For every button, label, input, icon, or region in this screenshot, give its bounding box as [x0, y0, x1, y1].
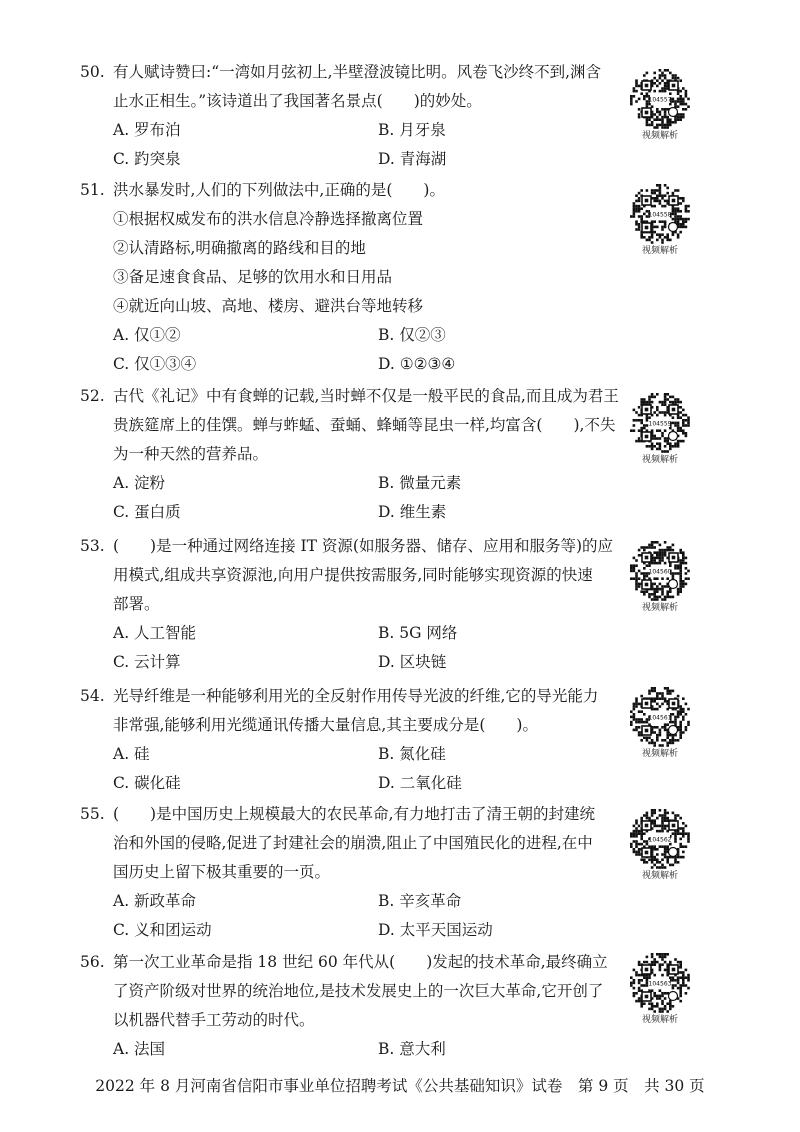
option-a: A. 仅①②: [113, 326, 181, 344]
stem-line: 有人赋诗赞曰:“一湾如月弦初上,半壁澄波镜比明。风卷飞沙终不到,渊含: [113, 63, 602, 81]
options: [80, 619, 620, 677]
question-number: 51.: [80, 181, 105, 199]
option-a: A. 罗布泊: [113, 121, 181, 139]
stem-line: ②认清路标,明确撤离的路线和目的地: [113, 239, 366, 257]
question-55: [80, 800, 620, 945]
question-52: [80, 382, 620, 527]
stem-line: 光导纤维是一种能够利用光的全反射作用传导光波的纤维,它的导光能力: [113, 687, 599, 705]
qr-code-icon: [625, 686, 695, 748]
qr-code-icon: [625, 952, 695, 1014]
option-b: B. 微量元素: [378, 474, 462, 492]
stem-line: 贵族筵席上的佳馔。蝉与蚱蜢、蚕蛹、蜂蛹等昆虫一样,均富含( ),不失: [113, 416, 616, 434]
question-stem: [80, 176, 620, 321]
question-stem: [80, 58, 620, 116]
option-d: D. ①②③④: [378, 355, 456, 373]
question-number: 52.: [80, 387, 105, 405]
qr-video-analysis-51[interactable]: [625, 183, 695, 261]
option-a: A. 人工智能: [113, 624, 197, 642]
question-stem: [80, 382, 620, 469]
qr-label: 视频解析: [641, 603, 678, 613]
question-56: [80, 948, 620, 1064]
qr-code-icon: [625, 68, 695, 130]
option-b: B. 月牙泉: [378, 121, 446, 139]
stem-line: ③备足速食食品、足够的饮用水和日用品: [113, 268, 393, 286]
qr-code-number: 104557: [648, 96, 672, 104]
qr-code-icon: [625, 808, 695, 870]
qr-code-icon: [625, 183, 695, 245]
qr-code-number: 104558: [648, 211, 672, 219]
qr-label: 视频解析: [641, 749, 678, 759]
qr-label: 视频解析: [641, 246, 678, 256]
qr-code-icon: [625, 392, 695, 454]
option-b: B. 氮化硅: [378, 745, 446, 763]
qr-label: 视频解析: [641, 455, 678, 465]
question-stem: [80, 800, 620, 887]
option-b: B. 仅②③: [378, 326, 446, 344]
stem-line: 用模式,组成共享资源池,向用户提供按需服务,同时能够实现资源的快速: [113, 566, 593, 584]
qr-label: 视频解析: [641, 871, 678, 881]
option-c: C. 蛋白质: [113, 503, 181, 521]
question-number: 50.: [80, 63, 105, 81]
options: [80, 1035, 620, 1064]
option-d: D. 维生素: [378, 503, 447, 521]
question-54: [80, 682, 620, 798]
question-stem: [80, 948, 620, 1035]
stem-line: 非常强,能够利用光缆通讯传播大量信息,其主要成分是( )。: [113, 716, 538, 734]
qr-video-analysis-56[interactable]: [625, 952, 695, 1030]
stem-line: 为一种天然的营养品。: [113, 445, 269, 463]
stem-line: 部署。: [113, 595, 160, 613]
qr-label: 视频解析: [641, 131, 678, 141]
question-stem: [80, 682, 620, 740]
option-c: C. 仅①③④: [113, 355, 197, 373]
options: [80, 740, 620, 798]
option-c: C. 义和团运动: [113, 921, 212, 939]
qr-code-number: 104562: [648, 836, 672, 844]
stem-line: ①根据权威发布的洪水信息冷静选择撤离位置: [113, 210, 424, 228]
option-a: A. 淀粉: [113, 474, 166, 492]
question-53: [80, 532, 620, 677]
qr-video-analysis-53[interactable]: [625, 540, 695, 618]
question-stem: [80, 532, 620, 619]
option-a: A. 法国: [113, 1040, 166, 1058]
option-d: D. 区块链: [378, 653, 447, 671]
qr-code-number: 104561: [648, 714, 672, 722]
options: [80, 116, 620, 174]
stem-line: 国历史上留下极其重要的一页。: [113, 863, 331, 881]
question-number: 55.: [80, 805, 105, 823]
stem-line: 第一次工业革命是指 18 世纪 60 年代从( )发起的技术革命,最终确立: [113, 953, 608, 971]
options: [80, 469, 620, 527]
question-50: [80, 58, 620, 174]
qr-code-number: 104560: [648, 568, 672, 576]
qr-code-icon: [625, 540, 695, 602]
question-number: 54.: [80, 687, 105, 705]
option-c: C. 碳化硅: [113, 774, 181, 792]
stem-line: 以机器代替手工劳动的时代。: [113, 1011, 315, 1029]
stem-line: 止水正相生。”该诗道出了我国著名景点( )的妙处。: [113, 92, 482, 110]
question-number: 53.: [80, 537, 105, 555]
options: [80, 887, 620, 945]
qr-video-analysis-54[interactable]: [625, 686, 695, 764]
page-footer: 2022 年 8 月河南省信阳市事业单位招聘考试《公共基础知识》试卷 第 9 页 共 30 页: [95, 1077, 705, 1095]
qr-code-number: 104563: [648, 980, 672, 988]
qr-code-number: 104559: [648, 420, 672, 428]
stem-line: 洪水暴发时,人们的下列做法中,正确的是( )。: [113, 181, 445, 199]
question-number: 56.: [80, 953, 105, 971]
stem-line: 治和外国的侵略,促进了封建社会的崩溃,阻止了中国殖民化的进程,在中: [113, 834, 593, 852]
option-d: D. 太平天国运动: [378, 921, 493, 939]
qr-video-analysis-55[interactable]: [625, 808, 695, 886]
question-51: [80, 176, 620, 379]
qr-video-analysis-50[interactable]: [625, 68, 695, 146]
qr-label: 视频解析: [641, 1015, 678, 1025]
qr-video-analysis-52[interactable]: [625, 392, 695, 470]
option-d: D. 二氧化硅: [378, 774, 462, 792]
option-b: B. 辛亥革命: [378, 892, 462, 910]
stem-line: ( )是中国历史上规模最大的农民革命,有力地打击了清王朝的封建统: [113, 805, 596, 823]
option-b: B. 意大利: [378, 1040, 446, 1058]
option-b: B. 5G 网络: [378, 624, 458, 642]
option-c: C. 云计算: [113, 653, 181, 671]
option-c: C. 趵突泉: [113, 150, 181, 168]
stem-line: 了资产阶级对世界的统治地位,是技术发展史上的一次巨大革命,它开创了: [113, 982, 604, 1000]
options: [80, 321, 620, 379]
stem-line: 古代《礼记》中有食蝉的记载,当时蝉不仅是一般平民的食品,而且成为君王: [113, 387, 619, 405]
option-a: A. 硅: [113, 745, 150, 763]
option-d: D. 青海湖: [378, 150, 447, 168]
option-a: A. 新政革命: [113, 892, 197, 910]
stem-line: ( )是一种通过网络连接 IT 资源(如服务器、储存、应用和服务等)的应: [113, 537, 614, 555]
stem-line: ④就近向山坡、高地、楼房、避洪台等地转移: [113, 297, 424, 315]
